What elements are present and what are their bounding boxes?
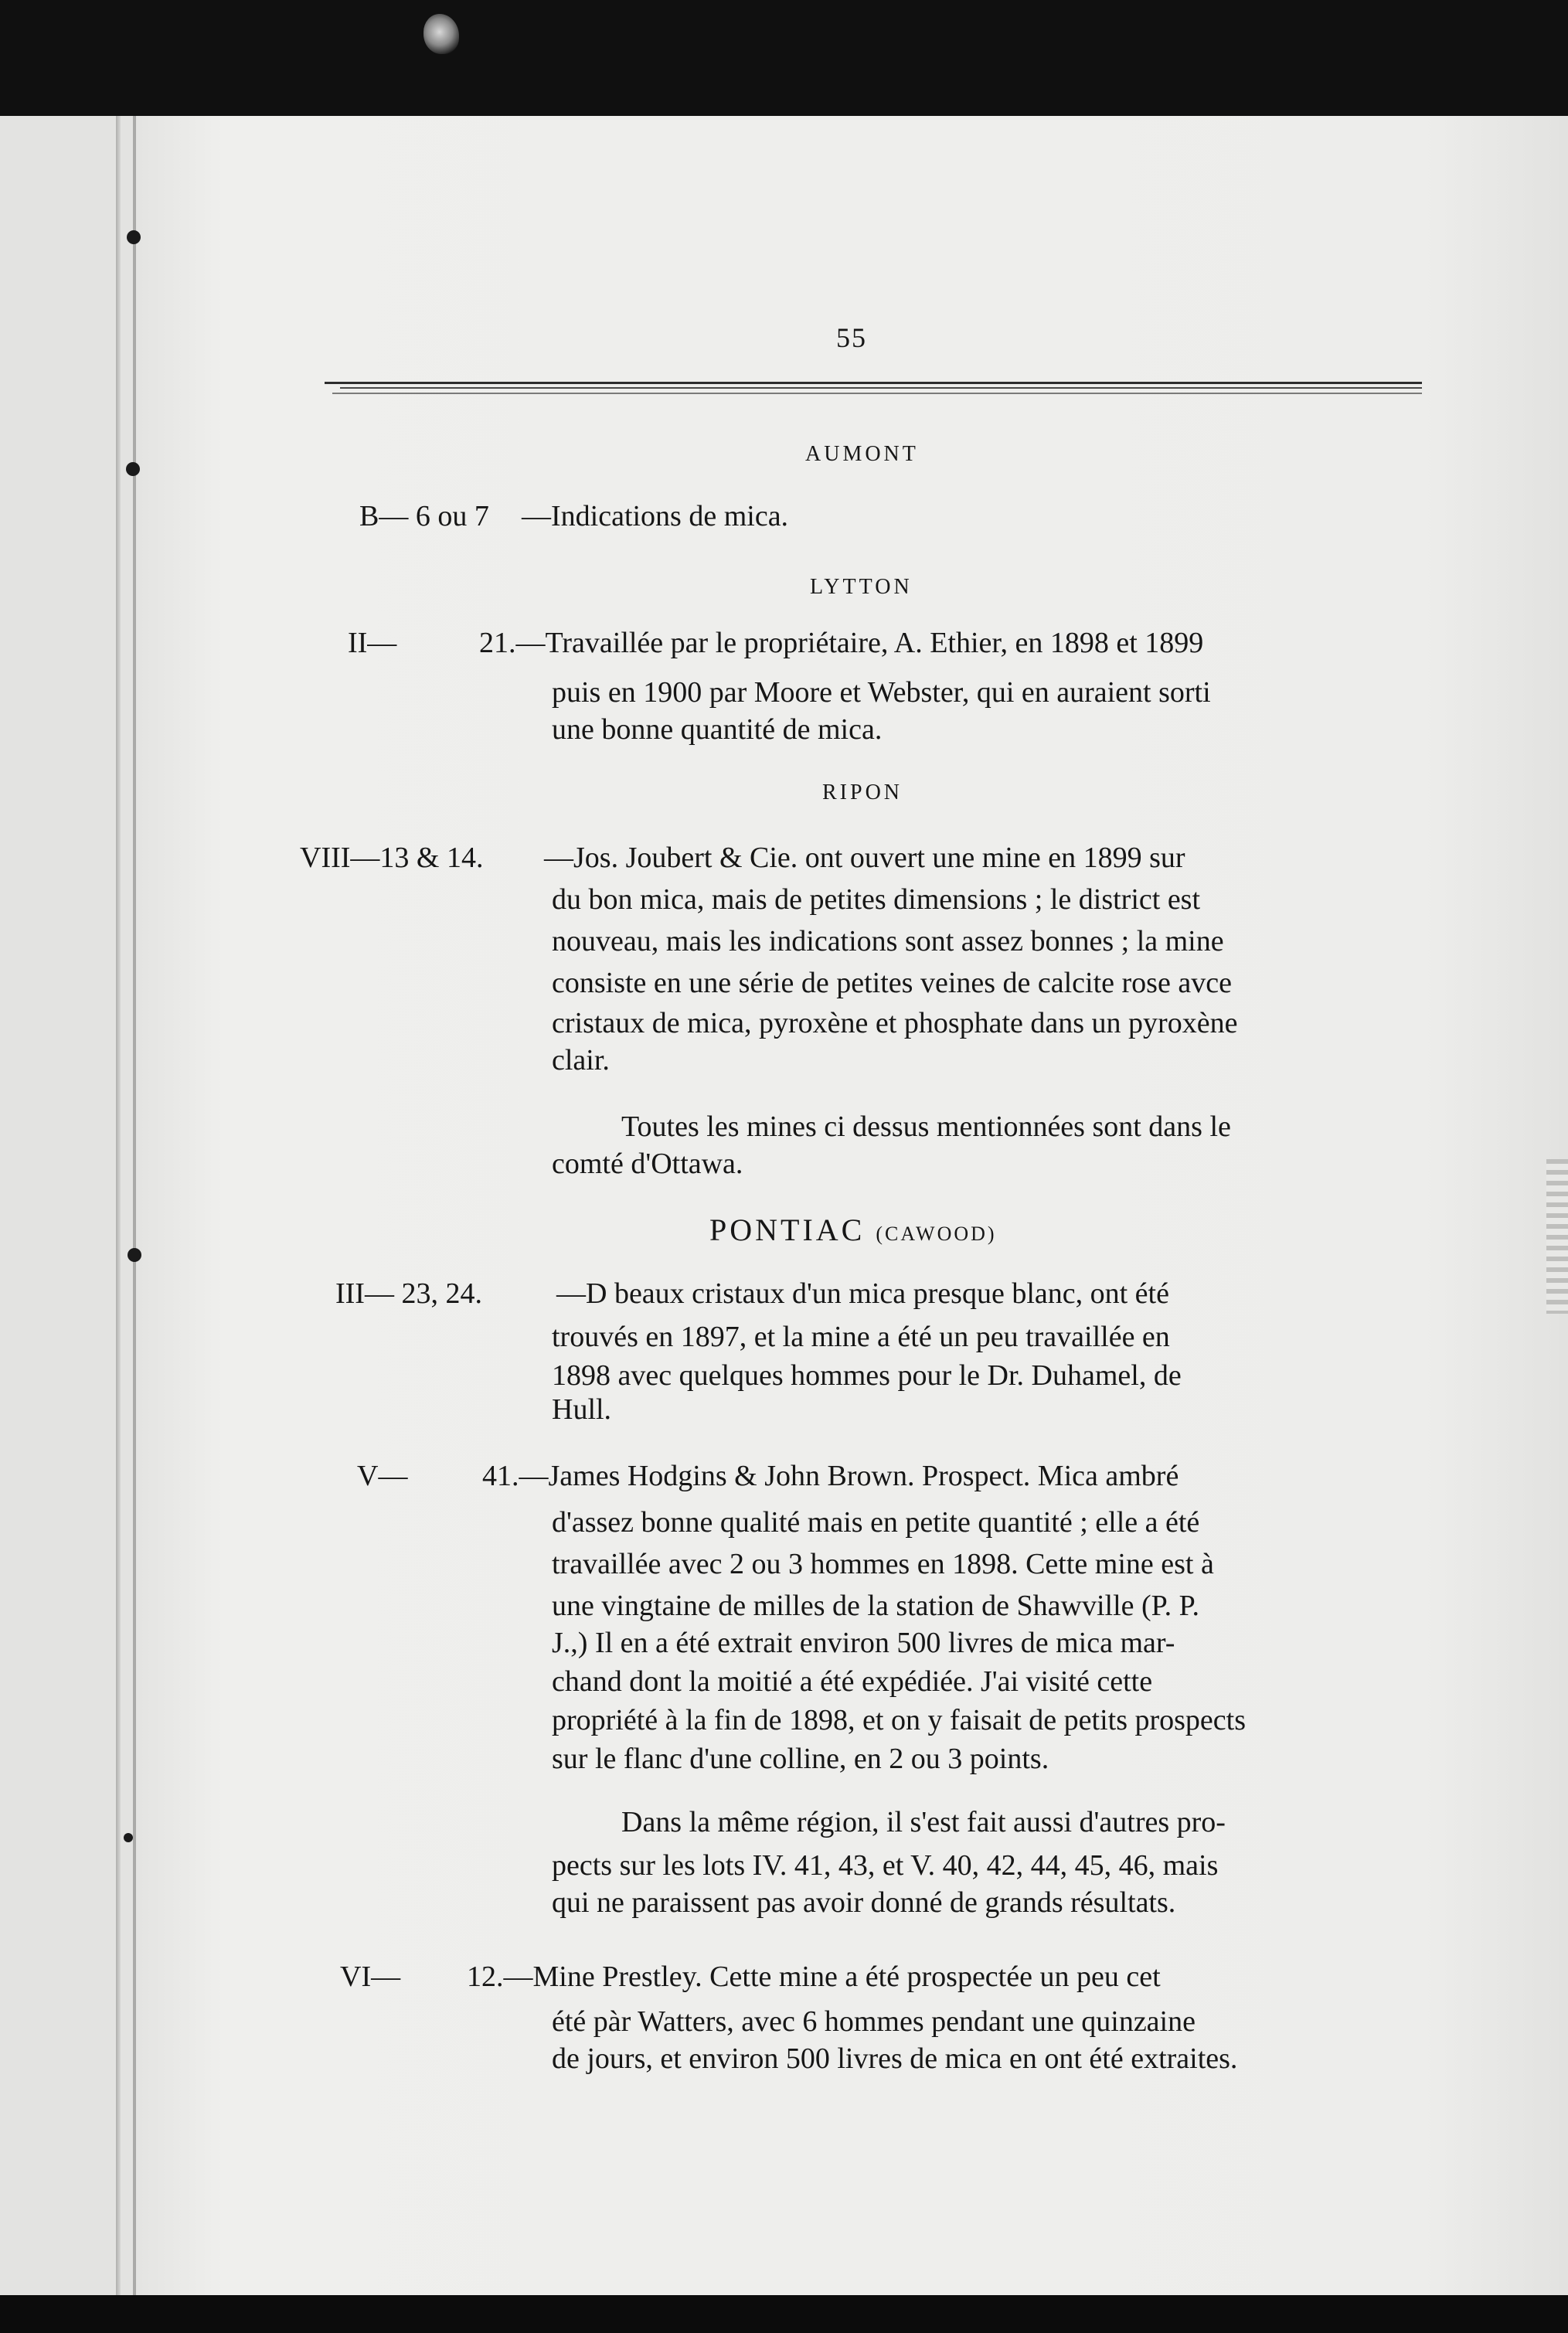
entry-text: sur le flanc d'une colline, en 2 ou 3 points. (552, 1743, 1049, 1775)
entry-text: de jours, et environ 500 livres de mica en ont été extraites. (552, 2042, 1238, 2075)
entry-text: —Jos. Joubert & Cie. ont ouvert une mine en 1899 sur (544, 842, 1185, 874)
entry-text: d'assez bonne qualité mais en petite quantité ; elle a été (552, 1506, 1200, 1539)
entry-text: —D beaux cristaux d'un mica presque blanc, ont été (556, 1277, 1169, 1310)
entry-text: trouvés en 1897, et la mine a été un peu travaillée en (552, 1321, 1170, 1353)
entry-text: Hull. (552, 1393, 612, 1426)
header-rule (325, 382, 1422, 384)
header-rule (332, 393, 1422, 394)
entry-text: travaillée avec 2 ou 3 hommes en 1898. Cette mine est à (552, 1548, 1214, 1580)
binding-hole-icon (124, 1833, 133, 1842)
entry-text: été pàr Watters, avec 6 hommes pendant une quinzaine (552, 2005, 1196, 2038)
next-page-edge (1546, 1159, 1568, 1314)
scan-background-top (0, 0, 1568, 116)
entry-text: du bon mica, mais de petites dimensions ; le district est (552, 883, 1201, 916)
entry-text: 21.—Travaillée par le propriétaire, A. Ethier, en 1898 et 1899 (479, 627, 1204, 659)
entry-text: puis en 1900 par Moore et Webster, qui en auraient sorti (552, 676, 1211, 709)
entry-text: 41.—James Hodgins & John Brown. Prospect. Mica ambré (482, 1460, 1179, 1492)
binding-hole-icon (126, 462, 140, 476)
page-number: 55 (836, 322, 867, 353)
entry-text: chand dont la moitié a été expédiée. J'ai visité cette (552, 1665, 1153, 1698)
entry-text: cristaux de mica, pyroxène et phosphate dans un pyroxène (552, 1007, 1238, 1039)
entry-text: J.,) Il en a été extrait environ 500 livres de mica mar- (552, 1627, 1175, 1659)
section-heading-ripon: RIPON (822, 781, 903, 804)
paragraph-text: Dans la même région, il s'est fait aussi d'autres pro- (621, 1806, 1226, 1838)
binding-hole-icon (128, 1248, 141, 1262)
entry-text: une vingtaine de milles de la station de Shawville (P. P. (552, 1590, 1199, 1622)
paragraph-text: Toutes les mines ci dessus mentionnées sont dans le (621, 1110, 1231, 1143)
entry-text: consiste en une série de petites veines de calcite rose avce (552, 967, 1232, 999)
entry-text: —Indications de mica. (522, 500, 789, 532)
binding-line (133, 116, 136, 2295)
section-heading-pontiac-text: PONTIAC (709, 1212, 866, 1247)
entry-ref: II— (348, 627, 397, 659)
entry-text: 1898 avec quelques hommes pour le Dr. Duhamel, de (552, 1359, 1182, 1392)
section-subheading: (CAWOOD) (876, 1223, 997, 1245)
entry-text: clair. (552, 1044, 610, 1076)
header-rule (340, 387, 1422, 389)
entry-text: 12.—Mine Prestley. Cette mine a été prospectée un peu cet (467, 1961, 1161, 1993)
entry-text: propriété à la fin de 1898, et on y faisait de petits prospects (552, 1704, 1247, 1736)
section-heading-pontiac (709, 1212, 997, 1248)
section-heading-aumont: AUMONT (805, 442, 919, 466)
entry-ref: B— 6 ou 7 (359, 500, 489, 532)
entry-ref: V— (357, 1460, 408, 1492)
section-heading-lytton: LYTTON (810, 575, 913, 599)
paragraph-text: pects sur les lots IV. 41, 43, et V. 40, 42, 44, 45, 46, mais (552, 1849, 1219, 1882)
entry-ref: VI— (340, 1961, 401, 1993)
paragraph-text: qui ne paraissent pas avoir donné de grands résultats. (552, 1886, 1176, 1919)
binding-hole-icon (127, 230, 141, 244)
paragraph-text: comté d'Ottawa. (552, 1148, 743, 1180)
entry-ref: III— 23, 24. (335, 1277, 482, 1310)
page-fold (116, 116, 121, 2295)
entry-ref: VIII—13 & 14. (300, 842, 484, 874)
entry-text: une bonne quantité de mica. (552, 713, 883, 746)
entry-text: nouveau, mais les indications sont assez bonnes ; la mine (552, 925, 1224, 957)
